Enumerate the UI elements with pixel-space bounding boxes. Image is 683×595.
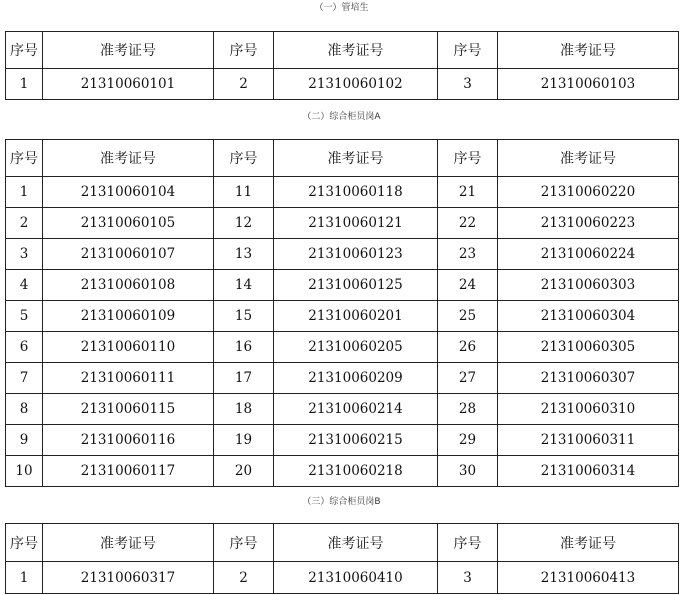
header-seq: 序号 — [214, 140, 274, 177]
admission-table-2 — [5, 139, 679, 487]
seq-cell: 25 — [438, 301, 498, 332]
ticket-number-cell: 21310060307 — [498, 363, 679, 394]
table-row — [6, 332, 679, 363]
table-body-1 — [6, 69, 679, 100]
ticket-number-cell: 21310060116 — [43, 425, 214, 456]
seq-cell: 19 — [214, 425, 274, 456]
seq-cell: 2 — [6, 208, 43, 239]
ticket-number-cell: 21310060214 — [274, 394, 438, 425]
header-ticket: 准考证号 — [43, 140, 214, 177]
seq-cell: 30 — [438, 456, 498, 487]
seq-cell: 20 — [214, 456, 274, 487]
seq-cell: 6 — [6, 332, 43, 363]
seq-cell: 1 — [6, 562, 43, 594]
table-row — [6, 425, 679, 456]
ticket-number-cell: 21310060205 — [274, 332, 438, 363]
header-ticket: 准考证号 — [274, 140, 438, 177]
ticket-number-cell: 21310060201 — [274, 301, 438, 332]
ticket-number-cell: 21310060223 — [498, 208, 679, 239]
ticket-number-cell: 21310060218 — [274, 456, 438, 487]
header-seq: 序号 — [438, 524, 498, 562]
ticket-number-cell: 21310060115 — [43, 394, 214, 425]
ticket-number-cell: 21310060314 — [498, 456, 679, 487]
table-row — [6, 363, 679, 394]
ticket-number-cell: 21310060111 — [43, 363, 214, 394]
ticket-number-cell: 21310060220 — [498, 177, 679, 208]
table-body-2 — [6, 177, 679, 487]
table-row — [6, 394, 679, 425]
seq-cell: 3 — [6, 239, 43, 270]
table-body-3 — [6, 562, 679, 594]
ticket-number-cell: 21310060224 — [498, 239, 679, 270]
seq-cell: 27 — [438, 363, 498, 394]
ticket-number-cell: 21310060317 — [43, 562, 214, 594]
table-row — [6, 208, 679, 239]
ticket-number-cell: 21310060105 — [43, 208, 214, 239]
ticket-number-cell: 21310060311 — [498, 425, 679, 456]
ticket-number-cell: 21310060104 — [43, 177, 214, 208]
seq-cell: 3 — [438, 69, 498, 100]
header-seq: 序号 — [6, 140, 43, 177]
ticket-number-cell: 21310060123 — [274, 239, 438, 270]
ticket-number-cell: 21310060125 — [274, 270, 438, 301]
header-ticket: 准考证号 — [43, 32, 214, 69]
ticket-number-cell: 21310060101 — [43, 69, 214, 100]
seq-cell: 14 — [214, 270, 274, 301]
table-row — [6, 456, 679, 487]
seq-cell: 12 — [214, 208, 274, 239]
header-seq: 序号 — [214, 524, 274, 562]
table-row — [6, 562, 679, 594]
ticket-number-cell: 21310060109 — [43, 301, 214, 332]
section-caption-3: （三）综合柜员岗B — [302, 497, 381, 507]
seq-cell: 2 — [214, 69, 274, 100]
seq-cell: 5 — [6, 301, 43, 332]
header-ticket: 准考证号 — [43, 524, 214, 562]
header-ticket: 准考证号 — [498, 32, 679, 69]
seq-cell: 11 — [214, 177, 274, 208]
table-header-row — [6, 32, 679, 69]
seq-cell: 7 — [6, 363, 43, 394]
header-ticket: 准考证号 — [274, 524, 438, 562]
table-row — [6, 301, 679, 332]
seq-cell: 21 — [438, 177, 498, 208]
seq-cell: 18 — [214, 394, 274, 425]
header-seq: 序号 — [6, 524, 43, 562]
seq-cell: 28 — [438, 394, 498, 425]
seq-cell: 3 — [438, 562, 498, 594]
header-seq: 序号 — [438, 32, 498, 69]
ticket-number-cell: 21310060304 — [498, 301, 679, 332]
seq-cell: 1 — [6, 69, 43, 100]
table-row — [6, 69, 679, 100]
ticket-number-cell: 21310060118 — [274, 177, 438, 208]
admission-table-1 — [5, 31, 679, 100]
admission-table-3 — [5, 523, 679, 594]
ticket-number-cell: 21310060209 — [274, 363, 438, 394]
ticket-number-cell: 21310060107 — [43, 239, 214, 270]
section-caption-2: （二）综合柜员岗A — [302, 112, 381, 122]
seq-cell: 29 — [438, 425, 498, 456]
seq-cell: 15 — [214, 301, 274, 332]
seq-cell: 4 — [6, 270, 43, 301]
ticket-number-cell: 21310060215 — [274, 425, 438, 456]
header-ticket: 准考证号 — [498, 140, 679, 177]
table-header-row — [6, 524, 679, 562]
seq-cell: 10 — [6, 456, 43, 487]
header-ticket: 准考证号 — [498, 524, 679, 562]
seq-cell: 1 — [6, 177, 43, 208]
seq-cell: 17 — [214, 363, 274, 394]
seq-cell: 24 — [438, 270, 498, 301]
section-caption-1: （一）管培生 — [314, 3, 369, 13]
seq-cell: 13 — [214, 239, 274, 270]
seq-cell: 23 — [438, 239, 498, 270]
table-header-row — [6, 140, 679, 177]
table-row — [6, 177, 679, 208]
ticket-number-cell: 21310060410 — [274, 562, 438, 594]
header-ticket: 准考证号 — [274, 32, 438, 69]
header-seq: 序号 — [6, 32, 43, 69]
ticket-number-cell: 21310060413 — [498, 562, 679, 594]
seq-cell: 9 — [6, 425, 43, 456]
header-seq: 序号 — [438, 140, 498, 177]
seq-cell: 16 — [214, 332, 274, 363]
ticket-number-cell: 21310060305 — [498, 332, 679, 363]
ticket-number-cell: 21310060102 — [274, 69, 438, 100]
table-row — [6, 270, 679, 301]
ticket-number-cell: 21310060121 — [274, 208, 438, 239]
header-seq: 序号 — [214, 32, 274, 69]
ticket-number-cell: 21310060303 — [498, 270, 679, 301]
seq-cell: 22 — [438, 208, 498, 239]
seq-cell: 8 — [6, 394, 43, 425]
seq-cell: 2 — [214, 562, 274, 594]
seq-cell: 26 — [438, 332, 498, 363]
table-row — [6, 239, 679, 270]
ticket-number-cell: 21310060108 — [43, 270, 214, 301]
ticket-number-cell: 21310060117 — [43, 456, 214, 487]
ticket-number-cell: 21310060310 — [498, 394, 679, 425]
ticket-number-cell: 21310060110 — [43, 332, 214, 363]
ticket-number-cell: 21310060103 — [498, 69, 679, 100]
